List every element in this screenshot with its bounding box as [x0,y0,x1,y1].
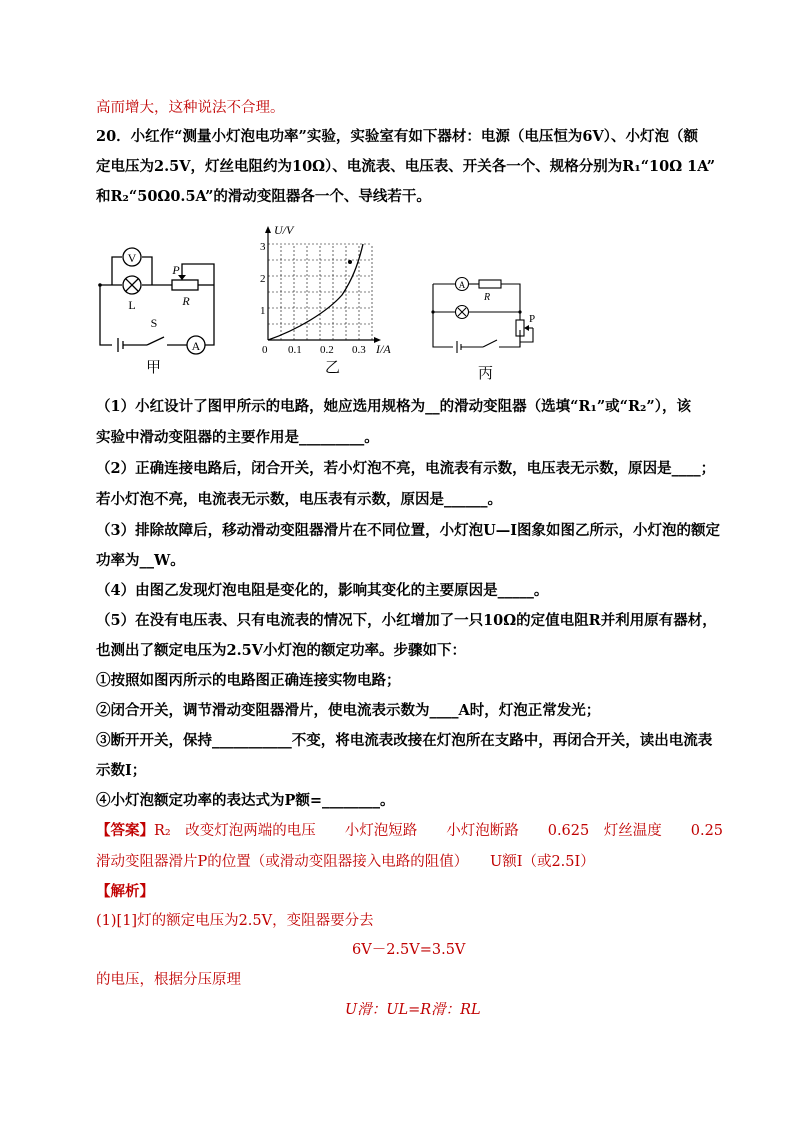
question-2-line1: （2）正确连接电路后，闭合开关，若小灯泡不亮，电流表有示数，电压表无示数，原因是____； [96,460,716,477]
answer-tag: 【答案】 [96,822,154,839]
question-3-line1: （3）排除故障后，移动滑动变阻器滑片在不同位置，小灯泡U—I图象如图乙所示，小灯泡的额定 [96,522,721,539]
origin-label: 0 [262,344,268,356]
figure-yi-graph [252,220,412,365]
answer-line1 [96,821,723,841]
y-tick-1: 1 [260,305,266,317]
figure-jia-caption: 甲 [146,358,162,376]
y-tick-3: 3 [260,241,266,253]
figure-jia-circuit [92,235,222,355]
analysis-formula2: U滑：UL=R滑：RL [345,1002,481,1018]
lamp-label: L [128,298,136,312]
question-2-line2: 若小灯泡不亮，电流表无示数，电压表有示数，原因是______。 [96,491,502,508]
question-4: （4）由图乙发现灯泡电阻是变化的，影响其变化的主要原因是_____。 [96,582,549,599]
y-axis-label: U/V [274,223,294,237]
question-20-line1: 20．小红作“测量小灯泡电功率”实验，实验室有如下器材：电源（电压恒为6V）、小灯泡（额 [96,128,698,145]
switch-label: S [150,316,158,330]
step-3-line2: 示数I； [96,762,147,779]
analysis-tag: 【解析】 [96,883,154,900]
x-tick-2: 0.2 [320,344,334,356]
figure-bing-circuit [425,272,545,362]
resistor-r-label: R [182,294,190,308]
intro-line: 高而增大，这种说法不合理。 [96,100,285,116]
step-2: ②闭合开关，调节滑动变阻器滑片，使电流表示数为____A时，灯泡正常发光； [96,702,601,719]
voltmeter-label: V [127,251,137,265]
x-tick-3: 0.3 [352,344,366,356]
slider-p-label: P [172,263,180,277]
rated-point-marker [348,260,352,264]
step-1: ①按照如图丙所示的电路图正确连接实物电路； [96,672,401,689]
ammeter-label: A [191,339,201,353]
step-3-line1: ③断开开关，保持___________不变，将电流表改接在灯泡所在支路中，再闭合开关，读出电流表 [96,732,713,749]
question-5-line2: 也测出了额定电压为2.5V小灯泡的额定功率。步骤如下： [96,642,466,659]
question-5-line1: （5）在没有电压表、只有电流表的情况下，小红增加了一只10Ω的定值电阻R并利用原有器材， [96,612,717,629]
analysis-formula1: 6V－2.5V=3.5V [352,942,466,958]
step-4: ④小灯泡额定功率的表达式为P额=________。 [96,792,395,809]
answer-text-1: R₂ 改变灯泡两端的电压 小灯泡短路 小灯泡断路 0.625 灯丝温度 0.25 [154,823,724,839]
bing-ammeter-label: A [458,280,466,290]
figure-bing-caption: 丙 [478,364,494,382]
analysis-line1: (1)[1]灯的额定电压为2.5V，变阻器要分去 [96,913,374,929]
analysis-line2: 的电压，根据分压原理 [96,972,241,988]
question-1-line1: （1）小红设计了图甲所示的电路，她应选用规格为__的滑动变阻器（选填“R₁”或“R₂”），该 [96,398,691,415]
bing-slider-label: P [529,313,536,325]
bing-resistor-label: R [483,292,491,303]
figure-yi-caption: 乙 [325,358,341,376]
question-1-line2: 实验中滑动变阻器的主要作用是_________。 [96,429,379,446]
question-20-line2: 定电压为2.5V，灯丝电阻约为10Ω）、电流表、电压表、开关各一个、规格分别为R₁“10Ω 1A” [96,158,716,175]
x-tick-1: 0.1 [288,344,302,356]
answer-line2: 滑动变阻器滑片P的位置（或滑动变阻器接入电路的阻值） U额I（或2.5I） [96,854,595,870]
y-tick-2: 2 [260,273,266,285]
question-3-line2: 功率为__W。 [96,552,185,569]
question-20-line3: 和R₂“50Ω0.5A”的滑动变阻器各一个、导线若干。 [96,188,431,205]
x-axis-label: I/A [376,342,391,356]
